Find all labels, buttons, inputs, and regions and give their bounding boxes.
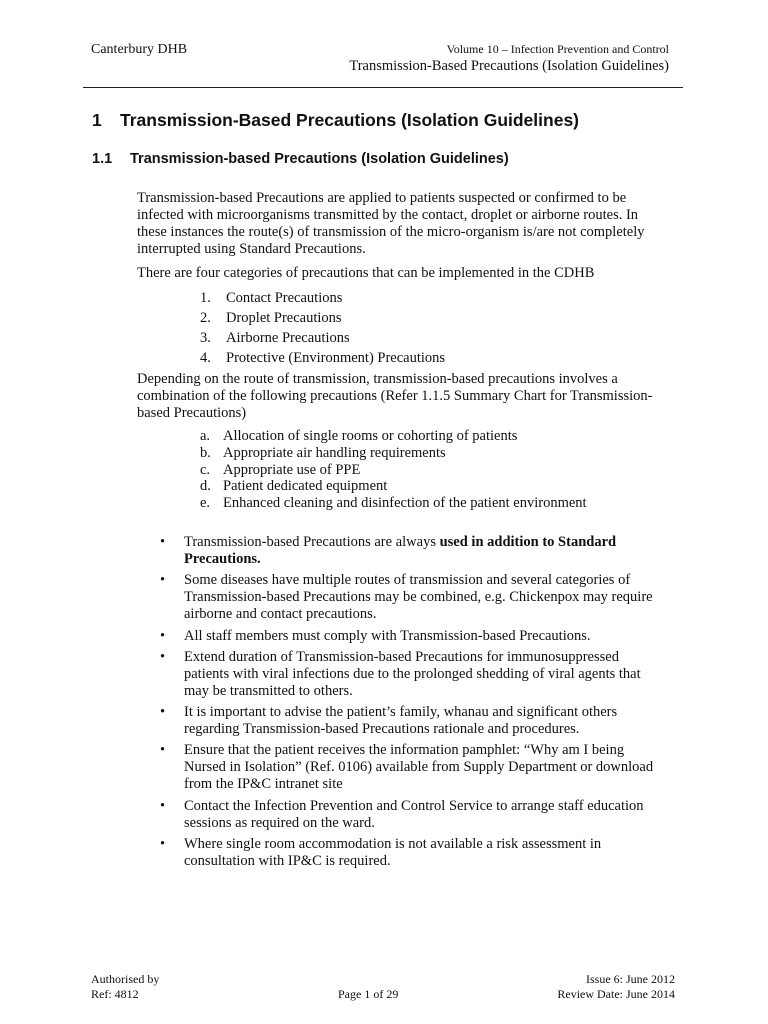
item-number: 3. <box>200 330 211 346</box>
item-letter: b. <box>200 444 211 461</box>
footer-authorised: Authorised by <box>91 972 160 986</box>
item-text: Airborne Precautions <box>226 330 350 346</box>
bullet-icon: • <box>160 742 166 759</box>
bullet-bold-text: used in addition to Standard Precautions. <box>184 534 617 567</box>
bullet-item <box>160 572 656 623</box>
item-text: Droplet Precautions <box>226 310 342 326</box>
header-volume: Volume 10 – Infection Prevention and Control <box>446 42 669 56</box>
item-text: Appropriate use of PPE <box>223 461 361 478</box>
combination-intro: Depending on the route of transmission, transmission-based precautions involves a combination of the following precautions (Refer 1.1.5 Summary Chart for Transmission-based Precautions) <box>137 371 653 421</box>
section-heading <box>92 110 579 131</box>
item-letter: e. <box>200 495 211 512</box>
bullet-text: Ensure that the patient receives the information pamphlet: “Why am I being Nursed in Isolation” (Ref. 0106) available from Supply Department or download from the IP&C intranet site <box>184 742 654 793</box>
item-text: Protective (Environment) Precautions <box>226 350 446 366</box>
item-text: Appropriate air handling requirements <box>223 444 446 461</box>
header-right <box>349 42 669 75</box>
header-org: Canterbury DHB <box>91 42 188 57</box>
item-text: Allocation of single rooms or cohorting of patients <box>223 428 518 444</box>
bullet-item <box>160 534 656 568</box>
bullet-icon: • <box>160 627 166 644</box>
bullet-icon: • <box>160 534 166 550</box>
subsection-title: Transmission-based Precautions (Isolation Guidelines) <box>130 151 509 167</box>
bullet-text: Where single room accommodation is not available a risk assessment in consultation with IP&C is required. <box>184 836 602 870</box>
categories-intro: There are four categories of precautions that can be implemented in the CDHB <box>137 265 595 281</box>
item-letter: c. <box>200 461 211 478</box>
item-letter: d. <box>200 478 211 495</box>
categories-list <box>200 288 445 368</box>
item-number: 4. <box>200 350 211 366</box>
item-number: 1. <box>200 290 211 306</box>
list-item <box>200 328 445 348</box>
bullet-item <box>160 836 656 870</box>
header-doc-title: Transmission-Based Precautions (Isolation Guidelines) <box>349 58 669 74</box>
bullet-text: Contact the Infection Prevention and Control Service to arrange staff education sessions as required on the ward. <box>184 797 644 831</box>
bullet-text: All staff members must comply with Transmission-based Precautions. <box>184 627 591 644</box>
bullet-text: It is important to advise the patient’s family, whanau and significant others regarding Transmission-based Precautions rationale and procedures. <box>184 704 618 738</box>
bullet-icon: • <box>160 704 166 721</box>
item-text: Enhanced cleaning and disinfection of the patient environment <box>223 495 587 512</box>
bullet-icon: • <box>160 797 166 814</box>
footer-issue: Issue 6: June 2012 <box>586 972 675 986</box>
header-divider <box>83 87 683 88</box>
footer-right <box>557 972 675 1002</box>
bullet-item <box>160 742 656 793</box>
list-item <box>200 428 587 445</box>
footer-review-date: Review Date: June 2014 <box>557 987 675 1001</box>
combination-list <box>200 428 587 512</box>
item-letter: a. <box>200 428 211 444</box>
bullet-item <box>160 704 656 738</box>
subsection-heading <box>92 151 509 167</box>
subsection-number: 1.1 <box>92 151 113 167</box>
section-number: 1 <box>92 110 102 130</box>
item-number: 2. <box>200 310 211 326</box>
list-item <box>200 348 445 368</box>
bullet-text: Transmission-based Precautions are always <box>184 534 440 550</box>
bullet-icon: • <box>160 572 166 589</box>
list-item <box>200 445 587 462</box>
footer-ref: Ref: 4812 <box>91 987 139 1001</box>
bullet-icon: • <box>160 648 166 665</box>
item-text: Patient dedicated equipment <box>223 478 388 495</box>
intro-paragraph: Transmission-based Precautions are applied to patients suspected or confirmed to be infected with microorganisms transmitted by the contact, droplet or airborne routes. In these instances the route(s) of transmission of the micro-organism is/are not completely interrupted using Standard Precautions. <box>137 190 645 257</box>
bullet-list <box>160 534 656 874</box>
footer-left <box>91 972 159 1002</box>
section-title: Transmission-Based Precautions (Isolation Guidelines) <box>120 110 579 130</box>
list-item <box>200 288 445 308</box>
list-item <box>200 478 587 495</box>
bullet-text: Some diseases have multiple routes of transmission and several categories of Transmission-based Precautions may be combined, e.g. Chickenpox may require airborne and contact precautions. <box>184 572 653 623</box>
footer-page-number: Page 1 of 29 <box>338 987 399 1001</box>
bullet-icon: • <box>160 836 166 853</box>
bullet-item <box>160 649 656 700</box>
bullet-item <box>160 798 656 832</box>
list-item <box>200 308 445 328</box>
list-item <box>200 495 587 512</box>
item-text: Contact Precautions <box>226 290 343 306</box>
bullet-item <box>160 628 656 645</box>
bullet-text: Extend duration of Transmission-based Precautions for immunosuppressed patients with viral infections due to the prolonged shedding of viral agents that may be transmitted to others. <box>184 648 641 699</box>
list-item <box>200 462 587 479</box>
